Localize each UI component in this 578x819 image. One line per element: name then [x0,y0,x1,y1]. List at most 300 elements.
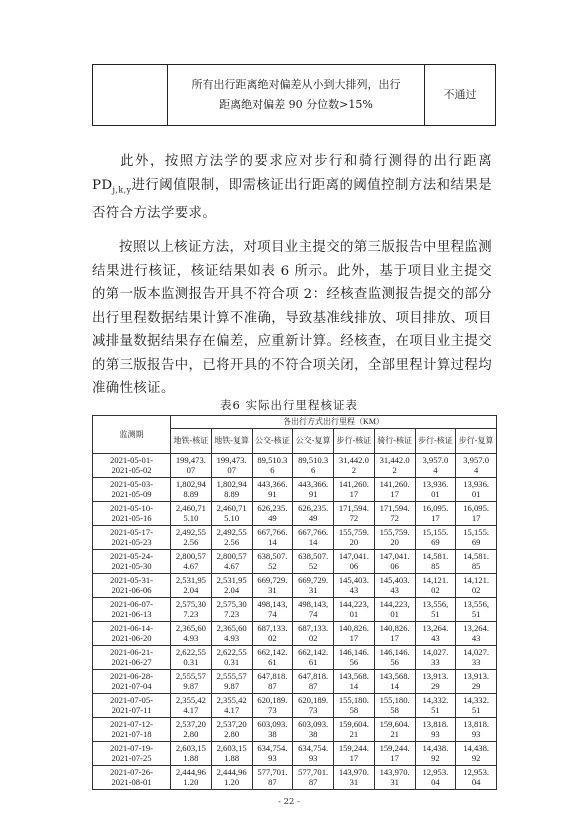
value-cell [293,622,334,646]
column-header: 公交-核证 [252,429,293,454]
value-cell [334,742,375,766]
value-cell [252,502,293,526]
value-cell [293,694,334,718]
value-line: 13,936. [463,479,490,489]
value-line: 72 [390,512,399,523]
value-line: 1.88 [224,752,240,763]
value-line: 01 [349,608,359,619]
table-row [93,766,497,790]
period-cell [93,670,171,694]
value-line: 02 [471,584,481,595]
value-line: 15,155. [463,527,490,537]
value-cell [334,718,375,742]
value-cell [252,742,293,766]
value-cell [456,598,497,622]
value-line: 634,754. [298,743,329,753]
value-cell [334,694,375,718]
value-cell [415,670,456,694]
value-line: 14 [349,680,359,691]
value-line: 155,180. [379,695,410,705]
period-line: 2021-05-23 [111,536,152,547]
period-line: 2021-07-25 [111,752,152,763]
value-cell [293,454,334,478]
value-cell [171,622,212,646]
value-line: 5.10 [183,512,199,523]
value-line: 2,575,30 [216,599,247,609]
value-line: 145,403. [338,575,369,585]
value-line: 07 [227,464,236,475]
value-line: 38 [308,728,318,739]
period-line: 2021-07-11 [111,704,152,715]
value-cell [171,718,212,742]
value-cell [211,646,252,670]
value-cell [456,670,497,694]
value-line: 89,510.3 [298,455,329,465]
value-line: 14,438. [422,743,449,753]
value-line: 2,365,60 [175,623,206,633]
value-line: 14 [308,536,318,547]
value-line: 3,957.0 [463,455,490,465]
value-cell [374,526,415,550]
value-line: 58 [390,704,399,715]
value-line: 2,622,55 [175,647,206,657]
value-line: 2,365,60 [216,623,247,633]
value-line: 155,759. [338,527,369,537]
value-cell [334,766,375,790]
value-line: 1.88 [183,752,199,763]
value-cell [211,502,252,526]
period-line: 2021-07-18 [111,728,152,739]
value-cell [252,646,293,670]
criteria-description-line1: 所有出行距离绝对偏差从小到大排列，出行 [191,78,401,91]
value-cell [456,646,497,670]
value-line: 51 [431,608,440,619]
value-line: 87 [308,776,318,787]
value-cell [374,670,415,694]
value-line: 91 [268,488,277,499]
value-line: 146,146. [338,647,369,657]
value-line: 667,766. [298,527,329,537]
value-cell [171,598,212,622]
value-line: 21 [349,728,359,739]
page-number: - 22 - [278,797,300,807]
value-line: 603,093. [257,719,288,729]
value-cell [456,742,497,766]
value-line: 146,146. [379,647,410,657]
value-line: 0.31 [224,656,240,667]
value-cell [456,526,497,550]
value-line: 29 [431,680,440,691]
value-line: 669,729. [257,575,288,585]
value-cell [252,670,293,694]
value-line: 626,235. [298,503,329,513]
value-line: 662,142. [298,647,329,657]
mileage-verification-table [92,415,497,790]
value-line: 85 [431,560,440,571]
value-line: 443,366. [257,479,288,489]
value-cell [293,526,334,550]
value-line: 2.80 [183,728,199,739]
value-line: 52 [268,560,277,571]
period-cell [93,478,171,502]
value-cell [171,502,212,526]
table-row [93,526,497,550]
value-line: 69 [471,536,481,547]
value-line: 49 [268,512,277,523]
period-line: 2021-06-13 [111,608,152,619]
value-line: 0.31 [183,656,199,667]
value-line: 04 [471,776,481,787]
criteria-cell-description [168,65,425,126]
value-cell [293,574,334,598]
value-line: 9.87 [224,680,240,691]
period-line: 2021-05-03- [110,479,153,489]
value-line: 51 [471,608,481,619]
value-line: 155,759. [379,527,410,537]
period-line: 2021-05-09 [111,488,152,499]
value-line: 02 [268,632,277,643]
value-line: 52 [308,560,318,571]
value-line: 51 [431,704,440,715]
period-cell [93,598,171,622]
value-cell [334,478,375,502]
value-cell [252,478,293,502]
value-line: 2.04 [224,584,240,595]
value-cell [415,718,456,742]
value-line: 2,355,42 [175,695,206,705]
value-cell [456,478,497,502]
value-line: 13,818. [463,719,490,729]
value-line: 13,556, [422,599,449,609]
period-line: 2021-05-17- [110,527,153,537]
period-line: 2021-06-28- [110,671,153,681]
value-cell [415,646,456,670]
period-line: 2021-08-01 [111,776,152,787]
criteria-cell-result: 不通过 [425,65,496,126]
value-line: 577,701. [257,767,288,777]
value-line: 61 [268,656,277,667]
criteria-description-line2: 距离绝对偏差 90 分位数>15% [219,98,373,111]
value-line: 2,444,96 [216,767,247,777]
value-line: 14 [390,680,399,691]
value-line: 74 [268,608,277,619]
period-cell [93,694,171,718]
value-line: 2 [351,464,357,475]
period-cell [93,502,171,526]
value-line: 2,603,15 [216,743,247,753]
value-line: 6 [270,464,275,475]
value-line: 4 [433,464,438,475]
group-header: 各出行方式出行里程（KM） [171,416,497,429]
value-cell [293,550,334,574]
value-line: 144,223, [338,599,369,609]
value-line: 01 [471,488,481,499]
value-line: 687,133. [257,623,288,633]
value-line: 74 [308,608,318,619]
period-cell [93,526,171,550]
value-cell [334,550,375,574]
value-line: 638,507. [257,551,288,561]
value-line: 199,473. [175,455,206,465]
value-line: 31 [390,776,399,787]
value-cell [252,766,293,790]
table-body [93,454,497,790]
table-row [93,718,497,742]
value-line: 13,936. [422,479,449,489]
value-line: 73 [268,704,277,715]
value-line: 93 [308,752,318,763]
column-header: 地铁-复算 [211,429,252,454]
value-cell [334,454,375,478]
value-cell [374,502,415,526]
value-line: 13,264. [422,623,449,633]
period-line: 2021-07-26- [110,767,153,777]
value-cell [374,622,415,646]
value-cell [334,622,375,646]
value-line: 43 [431,632,440,643]
table-group-header-row [93,416,497,429]
value-cell [456,694,497,718]
value-line: 17 [390,488,399,499]
value-line: 33 [431,656,440,667]
period-cell [93,766,171,790]
value-line: 159,604. [338,719,369,729]
period-line: 2021-05-02 [111,464,152,475]
value-cell [252,526,293,550]
value-line: 147,041. [379,551,410,561]
value-cell [334,670,375,694]
value-cell [211,454,252,478]
value-line: 2,460,71 [175,503,206,513]
value-line: 143,970. [338,767,369,777]
value-cell [252,574,293,598]
value-line: 02 [431,584,440,595]
table-row [93,694,497,718]
value-line: 620,189. [257,695,288,705]
value-line: 4.67 [183,560,199,571]
subscript-jky: j,k,y [112,185,132,195]
value-cell [415,622,456,646]
value-cell [415,742,456,766]
value-line: 4.17 [183,704,199,715]
value-cell [171,478,212,502]
period-line: 2021-07-12- [110,719,153,729]
value-cell [211,742,252,766]
table-row [93,502,497,526]
value-cell [456,550,497,574]
value-cell [374,742,415,766]
value-line: 577,701. [298,767,329,777]
table-row [93,598,497,622]
value-cell [293,478,334,502]
value-line: 93 [431,728,440,739]
value-line: 6 [310,464,316,475]
value-line: 1,802,94 [216,479,247,489]
paragraph-threshold-text-cont: 进行阈值限制，即需核证出行距离的阈值控制方法和结果是否符合方法学要求。 [92,177,492,221]
column-header: 公交-复算 [293,429,334,454]
value-line: 498,143, [257,599,288,609]
value-cell [211,526,252,550]
value-line: 171,594. [338,503,369,513]
paragraph-verification-text: 按照以上核证方法，对项目业主提交的第三版报告中里程监测结果进行核证，核证结果如表 6 所示。此外，基于项目业主提交的第一版本监测报告开具不符合项 2：经核查监测报告提交的部分出行里程数据结果计算不准确，导致基准线排放、项目排放、项目减排量数据结果存在偏差，应重新计算。经核查，在项目业主提交的第三版报告中，已将开具的不符合项关闭，全部里程计算过程均准确性核证。 [92,240,492,396]
value-line: 2,531,95 [216,575,247,585]
value-line: 5.10 [224,512,240,523]
value-line: 1.20 [183,776,199,787]
period-line: 2021-06-07- [110,599,153,609]
value-cell [415,502,456,526]
value-line: 2,537,20 [216,719,247,729]
value-line: 626,235. [257,503,288,513]
value-cell [293,766,334,790]
value-line: 13,264. [463,623,490,633]
value-line: 498,143, [298,599,329,609]
value-line: 56 [390,656,399,667]
value-line: 4 [473,464,479,475]
value-line: 669,729. [298,575,329,585]
value-line: 16,095. [422,503,449,513]
value-line: 620,189. [298,695,329,705]
value-line: 06 [349,560,359,571]
value-cell [334,598,375,622]
value-line: 144,223, [379,599,410,609]
value-line: 89,510.3 [257,455,288,465]
period-cell [93,622,171,646]
table-row [93,574,497,598]
value-line: 155,180. [338,695,369,705]
value-line: 2,537,20 [175,719,206,729]
value-line: 4.67 [224,560,240,571]
value-line: 141,260. [379,479,410,489]
value-line: 31,442.0 [379,455,410,465]
period-line: 2021-07-19- [110,743,153,753]
table-row [93,478,497,502]
value-line: 14,121. [422,575,449,585]
value-line: 14 [268,536,277,547]
value-cell [374,766,415,790]
value-line: 159,244. [379,743,410,753]
period-line: 2021-06-20 [111,632,152,643]
value-cell [171,742,212,766]
value-cell [171,526,212,550]
value-line: 31 [349,776,359,787]
value-line: 07 [186,464,196,475]
value-cell [456,574,497,598]
value-line: 2,800,57 [216,551,247,561]
value-cell [456,622,497,646]
value-line: 72 [349,512,359,523]
value-line: 31 [268,584,277,595]
period-line: 2021-05-01- [110,455,153,465]
period-line: 2021-06-21- [110,647,153,657]
value-line: 93 [268,752,277,763]
value-cell [374,598,415,622]
value-line: 21 [390,728,399,739]
value-line: 1.20 [224,776,240,787]
value-line: 4.17 [224,704,240,715]
value-line: 17 [431,512,440,523]
value-cell [415,550,456,574]
value-line: 29 [471,680,481,691]
period-line: 2021-07-04 [111,680,152,691]
value-line: 33 [471,656,481,667]
value-line: 87 [268,680,277,691]
value-line: 159,244. [338,743,369,753]
period-line: 2021-05-16 [111,512,152,523]
value-line: 04 [431,776,440,787]
value-cell [374,646,415,670]
value-line: 647,818. [257,671,288,681]
value-line: 3,957.0 [422,455,449,465]
value-cell [456,766,497,790]
table-row [93,622,497,646]
value-line: 87 [308,680,318,691]
value-line: 2,800,57 [175,551,206,561]
value-line: 17 [390,632,399,643]
value-line: 687,133. [298,623,329,633]
value-line: 51 [471,704,481,715]
value-cell [415,694,456,718]
value-line: 199,473. [216,455,247,465]
value-line: 43 [390,584,399,595]
period-line: 2021-05-30 [111,560,152,571]
value-cell [252,454,293,478]
value-line: 13,556, [463,599,490,609]
value-line: 13,913. [463,671,490,681]
value-line: 1,802,94 [175,479,206,489]
value-cell [252,550,293,574]
paragraph-threshold [92,150,492,225]
value-line: 31,442.0 [338,455,369,465]
value-line: 14,438. [463,743,490,753]
value-line: 56 [349,656,359,667]
column-header: 步行-核证 [334,429,375,454]
value-cell [211,622,252,646]
value-cell [171,550,212,574]
value-cell [171,646,212,670]
value-line: 87 [268,776,277,787]
value-cell [171,574,212,598]
value-cell [211,598,252,622]
period-header: 监测期 [93,416,171,454]
period-cell [93,718,171,742]
value-line: 2,555,57 [216,671,247,681]
value-cell [415,526,456,550]
period-line: 2021-06-27 [111,656,152,667]
table-row [93,646,497,670]
value-line: 16,095. [463,503,490,513]
period-line: 2021-07-05- [110,695,153,705]
value-cell [211,574,252,598]
value-line: 01 [390,608,399,619]
value-cell [211,550,252,574]
period-cell [93,454,171,478]
value-cell [415,598,456,622]
value-line: 43 [471,632,481,643]
paragraph-threshold-text: 此外，按照方法学的要求应对步行和骑行测得的出行距离 PD [92,154,492,193]
value-line: 2,460,71 [216,503,247,513]
value-cell [374,694,415,718]
column-header: 骑行-核证 [374,429,415,454]
criteria-row [93,65,496,126]
value-line: 2,603,15 [175,743,206,753]
value-line: 14,027. [422,647,449,657]
value-line: 8.89 [224,488,240,499]
value-line: 143,970. [379,767,410,777]
value-cell [252,622,293,646]
value-line: 31 [308,584,318,595]
value-cell [334,502,375,526]
value-line: 603,093. [298,719,329,729]
